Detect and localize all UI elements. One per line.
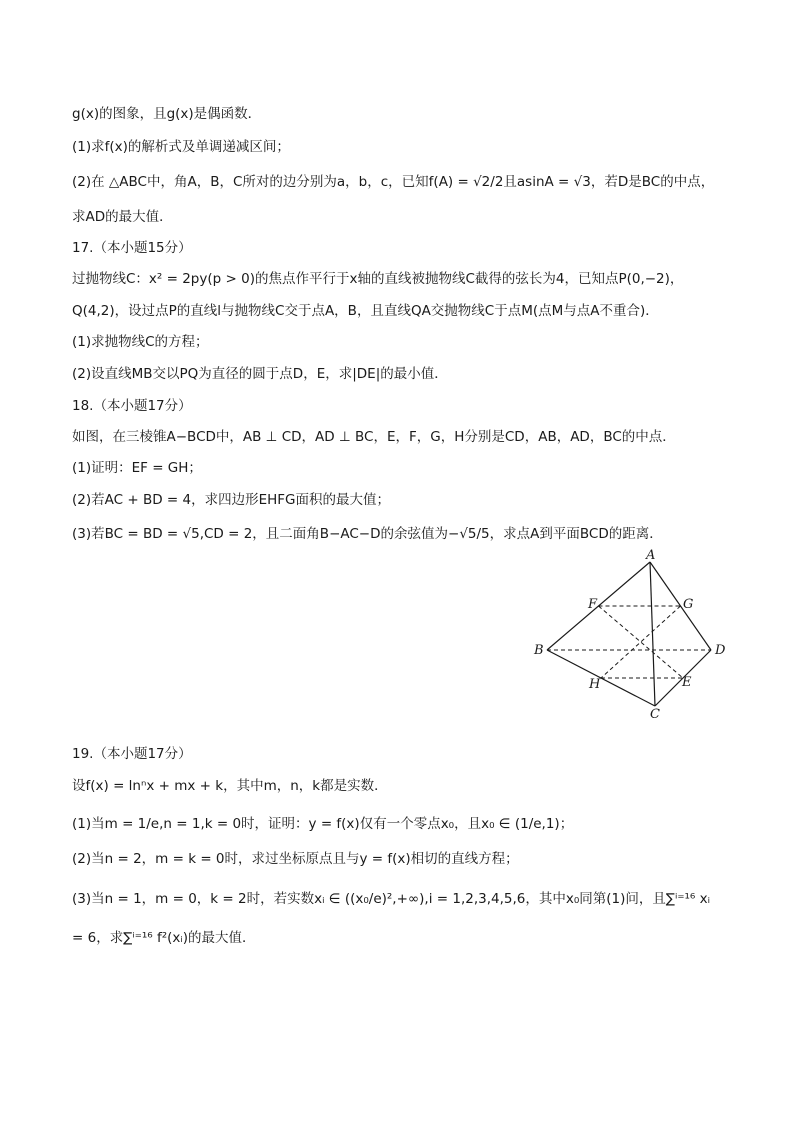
point-label-f: F <box>588 597 598 612</box>
text-line-9: (2)设直线MB交以PQ为直径的圆于点D，E，求|DE|的最小值． <box>72 366 448 382</box>
text-line-18: (2)当n = 2，m = k = 0时，求过坐标原点且与y = f(x)相切的直线方程； <box>72 851 519 867</box>
text-line-20: = 6，求∑ⁱ⁼¹⁶ f²(xᵢ)的最大值． <box>72 930 256 946</box>
tetrahedron-figure <box>525 548 735 718</box>
text-line-11: 如图，在三棱锥A−BCD中，AB ⊥ CD，AD ⊥ BC，E，F，G，H分别是CD，AB，AD，BC的中点． <box>72 429 676 445</box>
vertex-label-a: A <box>646 548 656 563</box>
text-line-6: 过抛物线C：x² = 2py(p > 0)的焦点作平行于x轴的直线被抛物线C截得的弦长为4，已知点P(0,−2)， <box>72 271 684 287</box>
text-line-13: (2)若AC + BD = 4，求四边形EHFG面积的最大值； <box>72 492 390 508</box>
text-line-19: (3)当n = 1，m = 0，k = 2时，若实数xᵢ ∈ ((x₀/e)²,+∞),i = 1,2,3,4,5,6，其中x₀同第(1)问，且∑ⁱ⁼¹⁶ xᵢ <box>72 891 711 907</box>
point-label-e: E <box>682 675 692 690</box>
vertex-label-c: C <box>650 707 660 718</box>
question-18-heading: 18.（本小题17分） <box>72 398 192 414</box>
question-19-heading: 19.（本小题17分） <box>72 746 192 762</box>
text-line-12: (1)证明：EF = GH； <box>72 460 202 476</box>
text-line-2: (1)求f(x)的解析式及单调递减区间； <box>72 139 290 155</box>
vertex-label-b: B <box>534 643 544 658</box>
text-line-7: Q(4,2)，设过点P的直线l与抛物线C交于点A，B，且直线QA交抛物线C于点M(点M与点A不重合)． <box>72 303 659 319</box>
point-label-g: G <box>683 597 694 612</box>
text-line-14: (3)若BC = BD = √5,CD = 2，且二面角B−AC−D的余弦值为−√5/5，求点A到平面BCD的距离． <box>72 526 663 542</box>
segment-fe <box>599 606 684 678</box>
edge-ac <box>650 562 655 706</box>
segment-gh <box>601 606 681 678</box>
text-line-1: g(x)的图象，且g(x)是偶函数． <box>72 106 262 122</box>
question-17-heading: 17.（本小题15分） <box>72 240 192 256</box>
text-line-3: (2)在 △ABC中，角A，B，C所对的边分别为a，b，c，已知f(A) = √2/2且asinA = √3，若D是BC的中点， <box>72 174 715 190</box>
point-label-h: H <box>589 677 601 692</box>
text-line-16: 设f(x) = lnⁿx + mx + k，其中m，n，k都是实数． <box>72 778 388 794</box>
text-line-8: (1)求抛物线C的方程； <box>72 334 209 350</box>
text-line-17: (1)当m = 1/e,n = 1,k = 0时，证明：y = f(x)仅有一个零点x₀，且x₀ ∈ (1/e,1)； <box>72 816 574 832</box>
text-line-4: 求AD的最大值． <box>72 209 173 225</box>
vertex-label-d: D <box>715 643 726 658</box>
